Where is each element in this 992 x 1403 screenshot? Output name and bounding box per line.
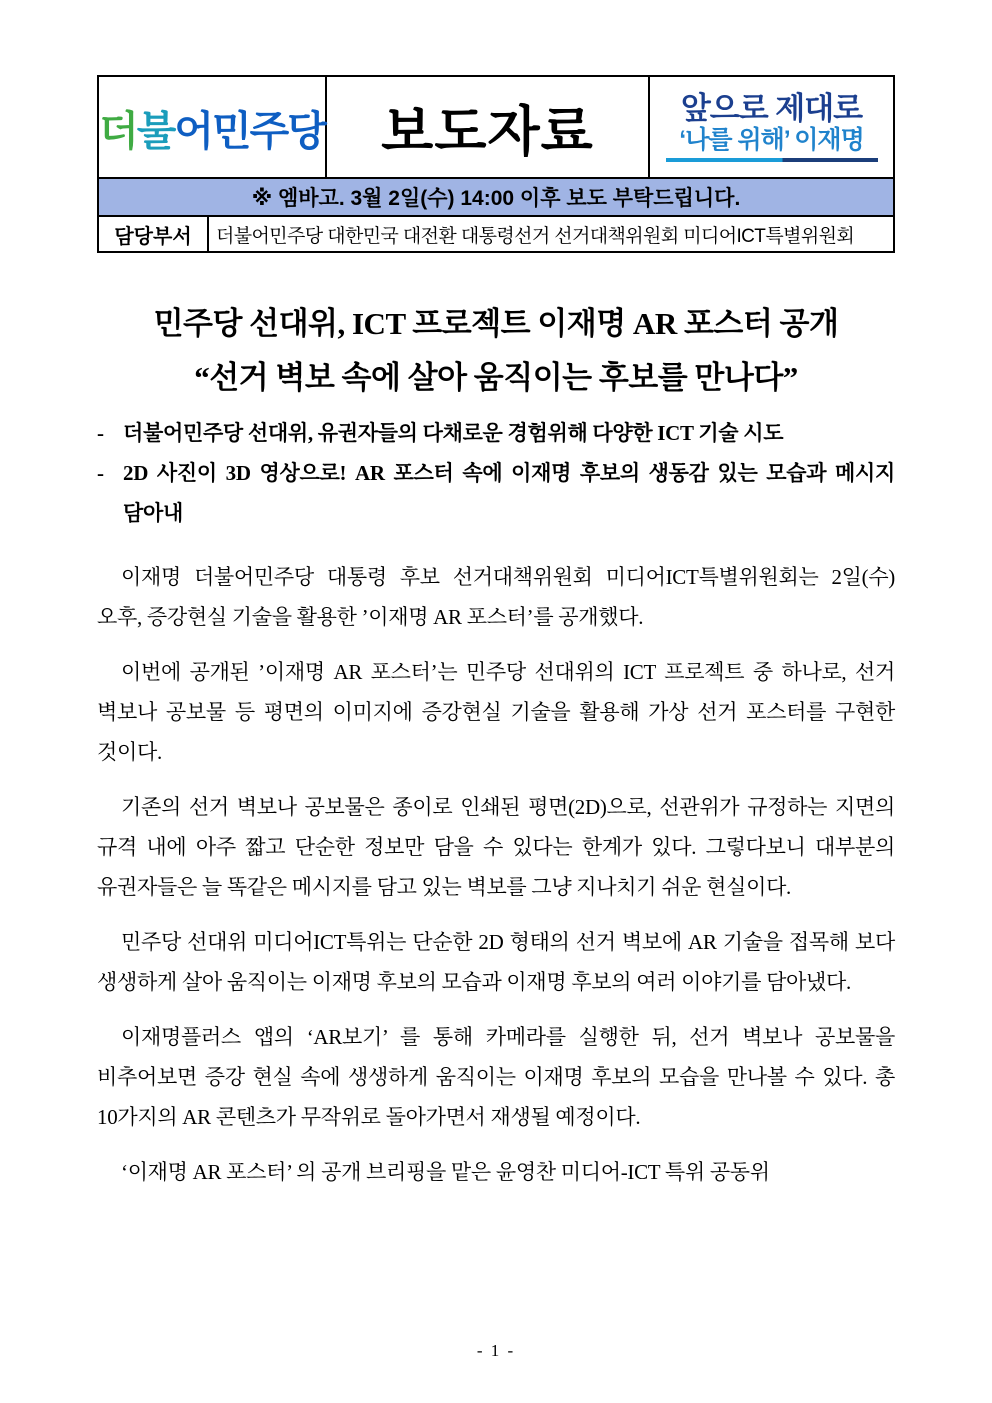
embargo-text: ※ 엠바고. 3월 2일(수) 14:00 이후 보도 부탁드립니다.: [251, 187, 741, 210]
body-text: [97, 557, 895, 1192]
bullet-item: [97, 453, 895, 533]
department-label: 담당부서: [99, 217, 209, 251]
slogan-line2: ‘나를 위해’ 이재명: [679, 126, 864, 154]
slogan-line1: 앞으로 제대로: [680, 91, 863, 126]
bullet-marker: -: [97, 461, 104, 485]
department-value: 더불어민주당 대한민국 대전환 대통령선거 선거대책위원회 미디어ICT특별위원회: [216, 225, 855, 247]
press-release-label: 보도자료: [381, 101, 594, 162]
party-logo: [99, 98, 325, 157]
bullet-marker: -: [97, 421, 104, 445]
body-paragraph: ‘이재명 AR 포스터’ 의 공개 브리핑을 맡은 윤영찬 미디어-ICT 특위 공동위: [121, 1160, 770, 1184]
party-logo-cell: [99, 77, 327, 177]
bullet-item: [97, 413, 895, 453]
body-paragraph: 이번에 공개된 ’이재명 AR 포스터’는 민주당 선대위의 ICT 프로젝트 중 하나로, 선거 벽보나 공보물 등 평면의 이미지에 증강현실 기술을 활용해 가상 선거 포스터를 구현한 것이다.: [97, 660, 895, 764]
page-content: [97, 75, 895, 1192]
bullet-text: 2D 사진이 3D 영상으로! AR 포스터 속에 이재명 후보의 생동감 있는 모습과 메시지 담아내: [123, 461, 895, 525]
document-title: [97, 297, 895, 405]
department-row: [99, 215, 893, 251]
document-title-line1: 민주당 선대위, ICT 프로젝트 이재명 AR 포스터 공개: [153, 306, 839, 341]
summary-bullet-list: [97, 413, 895, 533]
body-paragraph: 이재명 더불어민주당 대통령 후보 선거대책위원회 미디어ICT특별위원회는 2일(수) 오후, 증강현실 기술을 활용한 ’이재명 AR 포스터’를 공개했다.: [97, 565, 895, 629]
document-title-line2: “선거 벽보 속에 살아 움직이는 후보를 만나다”: [194, 360, 798, 395]
body-paragraph: 이재명플러스 앱의 ‘AR보기’ 를 통해 카메라를 실행한 뒤, 선거 벽보나 공보물을 비추어보면 증강 현실 속에 생생하게 움직이는 이재명 후보의 모습을 만나볼 수 있다. 총 10가지의 AR 콘텐츠가 무작위로 돌아가면서 재생될 예정이다.: [97, 1025, 895, 1129]
embargo-banner: [99, 177, 893, 215]
bullet-text: 더불어민주당 선대위, 유권자들의 다채로운 경험위해 다양한 ICT 기술 시도: [123, 421, 784, 445]
party-logo-char-teal: 불: [136, 107, 175, 154]
header-logo-row: [99, 77, 893, 177]
party-logo-char-green: 더: [99, 107, 137, 154]
body-paragraph: 민주당 선대위 미디어ICT특위는 단순한 2D 형태의 선거 벽보에 AR 기술을 접목해 보다 생생하게 살아 움직이는 이재명 후보의 모습과 이재명 후보의 여러 이야기를 담아냈다.: [97, 930, 895, 994]
body-paragraph: 기존의 선거 벽보나 공보물은 종이로 인쇄된 평면(2D)으로, 선관위가 규정하는 지면의 규격 내에 아주 짧고 단순한 정보만 담을 수 있다는 한계가 있다. 그렇다보니 대부분의 유권자들은 늘 똑같은 메시지를 담고 있는 벽보를 그냥 지나치기 쉬운 현실이다.: [97, 795, 895, 899]
slogan-underline-divider: [666, 158, 878, 162]
campaign-slogan-cell: [650, 77, 893, 177]
press-release-cell: [327, 77, 650, 177]
party-logo-chars-blue: 어민주당: [174, 107, 325, 154]
page-number: - 1 -: [476, 1341, 516, 1360]
header-table: [97, 75, 895, 253]
